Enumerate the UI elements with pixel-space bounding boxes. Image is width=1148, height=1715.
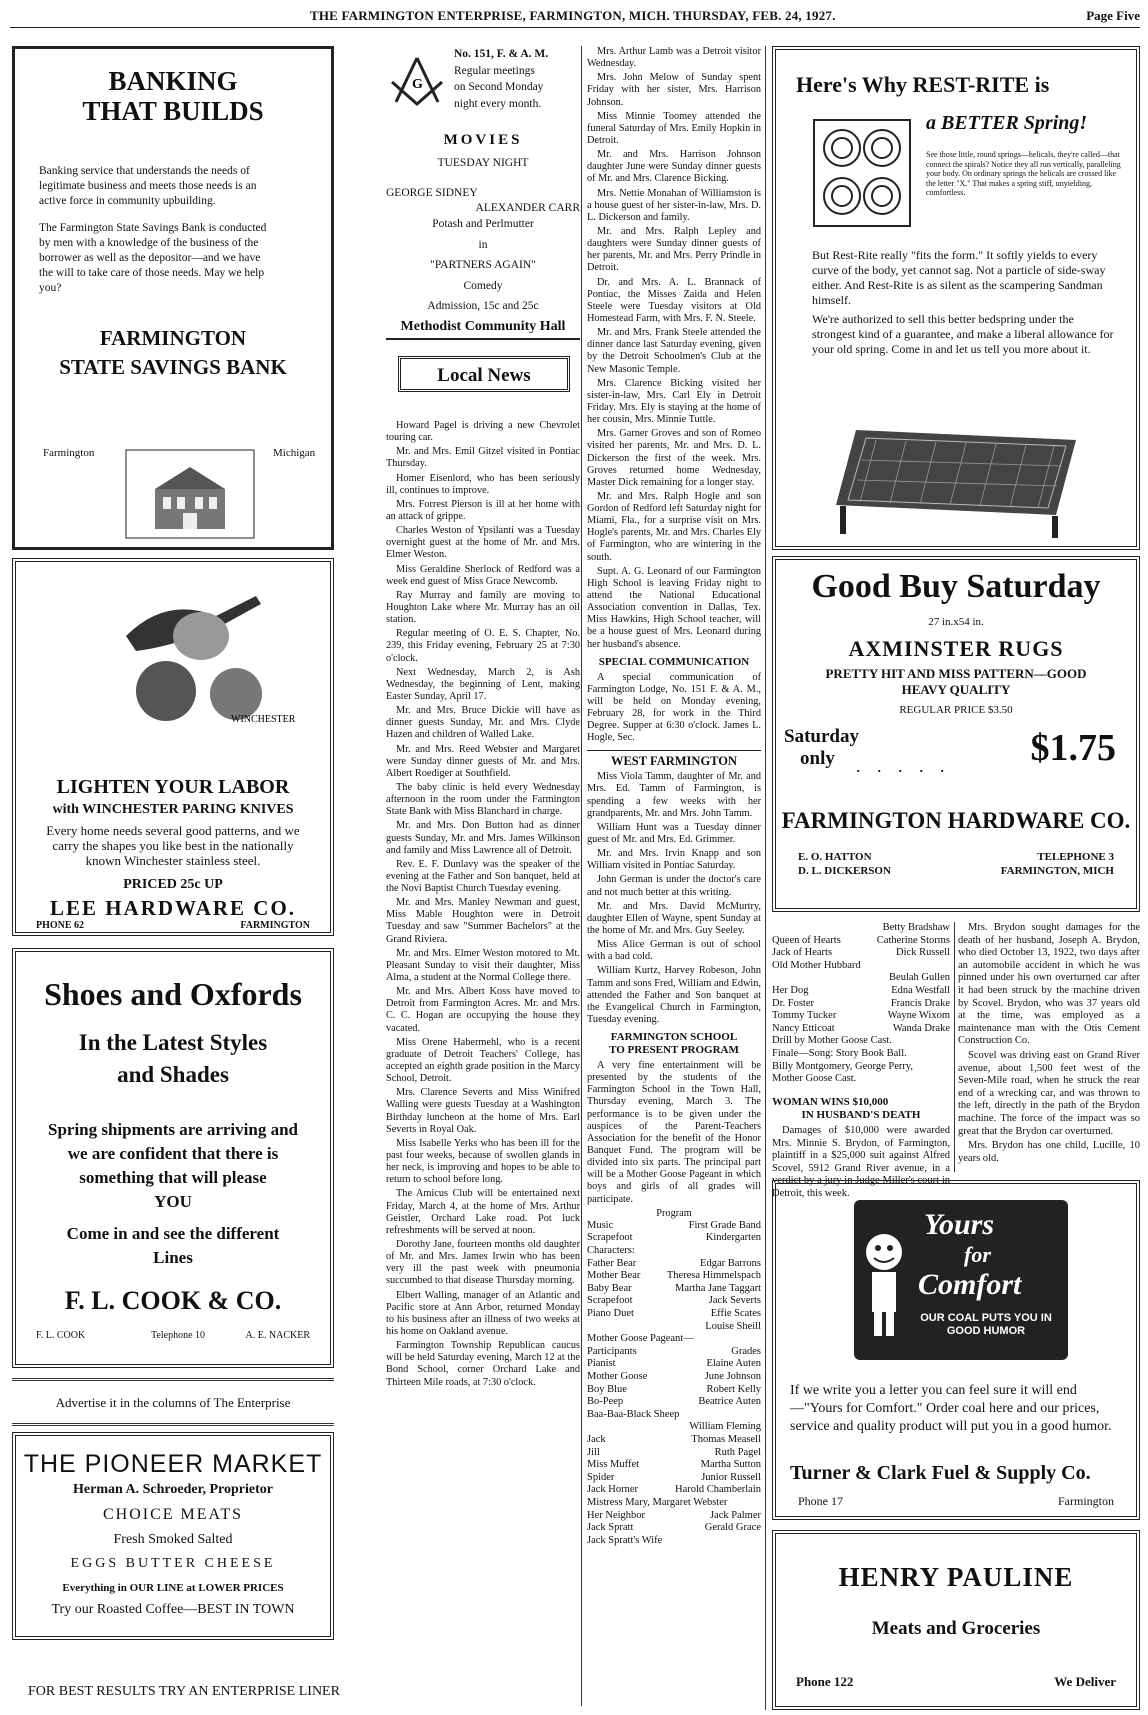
pioneer-title: THE PIONEER MARKET <box>23 1450 323 1478</box>
program-row <box>587 1535 761 1548</box>
program-row <box>772 1048 950 1061</box>
program-row <box>772 1023 950 1036</box>
program-row <box>587 1245 761 1258</box>
program-performer: Ruth Pagel <box>714 1446 761 1458</box>
lee-hardware-ad <box>12 558 334 936</box>
news-item: Mrs. Clarence Bicking visited her sister-in-law, Mrs. Carl Ely in Detroit Friday. Mrs. Ely is staying at the home of her cousin, Mrs. Minnie Tuttle. <box>587 377 761 426</box>
movies-in: in <box>478 239 488 252</box>
news-item: Mr. and Mrs. Reed Webster and Margaret were Sunday dinner guests of Mr. and Mrs. Albert Roediger at Southfield. <box>386 743 580 779</box>
school-heading-2: TO PRESENT PROGRAM <box>609 1044 739 1057</box>
program-performer: Catherine Storms <box>876 934 950 946</box>
news-item: Dr. and Mrs. A. L. Brannack of Pontiac, the Misses Zaida and Helen Steele were Tuesday visitors at Old Homestead Farm, with Mrs. F. N. Steele. <box>587 276 761 324</box>
program-row <box>587 1308 761 1321</box>
news-item: Mrs. Forrest Pierson is ill at her home with an attack of grippe. <box>386 498 580 522</box>
turner-body: If we write you a letter you can feel sure it will end —"Yours for Comfort." Order coal here and our prices, service and quality product will put you in a good humor. <box>790 1383 1112 1435</box>
news-item: Mr. and Mrs. Bruce Dickie will have as dinner guests Sunday, Mr. and Mrs. Clyde Hazen and children of Walled Lake. <box>386 705 580 741</box>
movies-hall: Methodist Community Hall <box>400 319 566 335</box>
lodge-number: No. 151, F. & A. M. <box>454 48 549 60</box>
news-item: Ray Murray and family are moving to Houghton Lake where Mr. Murray has an oil station. <box>386 589 580 626</box>
program-performer: Beulah Gullen <box>889 972 950 984</box>
program-role: Drill by Mother Goose Cast. <box>772 1035 892 1047</box>
cook-left: F. L. COOK <box>36 1330 86 1341</box>
program-role: Baa-Baa-Black Sheep <box>587 1408 680 1420</box>
sale-day-1: Saturday <box>784 726 859 747</box>
cook-line-5: something that will please <box>79 1168 267 1187</box>
program-role: Mistress Mary, Margaret Webster <box>587 1496 728 1508</box>
news-item: Mr. and Mrs. Irvin Knapp and son William visited in Pontiac Saturday. <box>587 848 761 872</box>
lee-town: FARMINGTON <box>240 920 310 931</box>
program-row <box>587 1421 761 1434</box>
cook-line-2: and Shades <box>117 1062 229 1087</box>
news-item: Miss Geraldine Sherlock of Redford was a week end guest of Miss Grace Newcomb. <box>386 563 580 587</box>
column-rule <box>954 922 955 1172</box>
news-item: Mr. and Mrs. Manley Newman and guest, Miss Mable Houghton were in Detroit Tuesday and saw "Summer Bachelors" at the Grand Riviera. <box>386 897 580 945</box>
program-list <box>587 1220 761 1547</box>
bedspring-illustration <box>826 420 1096 540</box>
bank-para-1: Banking service that understands the needs of legitimate business and meets those needs is an active force in community upbuilding. <box>39 165 257 208</box>
program-performer: Francis Drake <box>890 997 950 1009</box>
program-role: Her Dog <box>772 984 809 996</box>
program-row <box>772 960 950 973</box>
cook-name: F. L. COOK & CO. <box>64 1286 282 1315</box>
program-performer: Junior Russell <box>701 1471 761 1483</box>
news-item: William Hunt was a Tuesday dinner guest of Mr. and Mrs. Ed. Grimmer. <box>587 821 761 846</box>
badge-word-1: Yours <box>924 1208 995 1241</box>
program-continued-list <box>772 922 950 1086</box>
program-performer: Grades <box>731 1345 761 1357</box>
movies-admission: Admission, 15c and 25c <box>427 299 539 312</box>
program-row <box>587 1497 761 1510</box>
news-item: Charles Weston of Ypsilanti was a Tuesday overnight guest at the home of Mr. and Mrs. Elmer Weston. <box>386 525 580 561</box>
program-performer: Robert Kelly <box>706 1383 761 1395</box>
lodge-line-1: Regular meetings <box>454 64 535 77</box>
program-role: Miss Muffet <box>587 1459 640 1471</box>
badge-slogan: OUR COAL PUTS YOU IN GOOD HUMOR <box>920 1312 1052 1337</box>
program-role: Scrapefoot <box>587 1295 633 1307</box>
program-role: Old Mother Hubbard <box>772 959 861 971</box>
program-role: Participants <box>587 1345 637 1357</box>
leader-dots: . . . . . <box>856 756 951 776</box>
program-row <box>587 1232 761 1245</box>
pioneer-line-2: Fresh Smoked Salted <box>113 1532 233 1547</box>
news-item: Next Wednesday, March 2, is Ash Wednesday, the beginning of Lent, making Easter Sunday, April 17. <box>386 666 580 702</box>
cook-phone: Telephone 10 <box>151 1330 206 1341</box>
program-row <box>587 1283 761 1296</box>
comfort-badge <box>854 1200 1068 1360</box>
program-row <box>587 1472 761 1485</box>
woman-heading-2: IN HUSBAND'S DEATH <box>801 1108 921 1121</box>
svg-text:G: G <box>412 77 423 92</box>
program-row <box>772 935 950 948</box>
program-performer: Theresa Himmelspach <box>666 1270 761 1282</box>
spring-coil-illustration <box>812 118 912 228</box>
news-item: Mrs. Brydon has one child, Lucille, 10 years old. <box>958 1140 1140 1164</box>
lee-price: PRICED 25c UP <box>123 877 223 892</box>
program-row <box>587 1396 761 1409</box>
program-row <box>587 1358 761 1371</box>
bank-name-2: STATE SAVINGS BANK <box>59 355 287 380</box>
program-performer: Gerald Grace <box>704 1522 761 1534</box>
program-row <box>587 1384 761 1397</box>
program-performer: Kindergarten <box>705 1232 761 1244</box>
rest-rite-subhead: a BETTER Spring! <box>926 112 1088 134</box>
program-row <box>587 1510 761 1523</box>
footer-liner: FOR BEST RESULTS TRY AN ENTERPRISE LINER <box>28 1684 340 1699</box>
west-farmington-heading: WEST FARMINGTON <box>587 750 761 769</box>
news-item: Mr. and Mrs. David McMurtry, daughter Ellen of Wayne, spent Sunday at the home of Mr. and Mrs. Guy Seeley. <box>587 900 761 936</box>
movies-film-2: "PARTNERS AGAIN" <box>430 258 536 271</box>
news-item: Scovel was driving east on Grand River avenue, about 1,500 feet west of the Seven-Mile road, when he struck the rear end of a wrecking car, and was thrown to the left, directly in the path of the Brydon machine. The force of the impact was so great that the Brydon car overturned. <box>958 1049 1140 1137</box>
program-performer: William Fleming <box>689 1421 761 1433</box>
rest-rite-headline: Here's Why REST-RITE is <box>796 72 1050 97</box>
paring-knife-illustration <box>106 576 296 726</box>
store-name: FARMINGTON HARDWARE CO. <box>781 808 1131 833</box>
news-item: Rev. E. F. Dunlavy was the speaker of the evening at the Father and Son banquet, held at the Novi Baptist Church Tuesday evening. <box>386 858 580 895</box>
program-role: Jack Horner <box>587 1484 639 1496</box>
page-number: Page Five <box>1086 8 1140 23</box>
news-item: John German is under the doctor's care and not much better at this writing. <box>587 874 761 898</box>
winchester-mark: WINCHESTER <box>231 714 296 725</box>
news-item: William Kurtz, Harvey Robeson, John Tamm and sons Fred, William and Edwin, attended the Father and Son banquet at the Evangelical Church in Farmington, Tuesday evening. <box>587 965 761 1025</box>
cook-line-4: we are confident that there is <box>67 1144 279 1163</box>
news-item: Mr. and Mrs. Emil Gitzel visited in Pontiac Thursday. <box>386 446 580 470</box>
program-role: Boy Blue <box>587 1383 627 1395</box>
pioneer-market-ad <box>12 1432 334 1640</box>
program-role: Baby Bear <box>587 1282 632 1294</box>
rest-rite-body-2: We're authorized to sell this better bedspring under the strongest kind of a guarantee, and make a liberal allowance for your old spring. Come in and let us tell you more about it. <box>812 312 1114 356</box>
movies-day: TUESDAY NIGHT <box>437 157 529 170</box>
program-continued <box>772 922 950 1200</box>
pioneer-line-1: CHOICE MEATS <box>102 1506 243 1523</box>
news-item: Elbert Walling, manager of an Atlantic and Pacific store at Ann Arbor, returned Monday to his business after an illness of two weeks at his home on Oakland avenue. <box>386 1289 580 1337</box>
program-role: Her Neighbor <box>587 1509 646 1521</box>
movies-genre: Comedy <box>463 280 503 293</box>
turner-clark-ad <box>772 1180 1140 1520</box>
pauline-subtitle: Meats and Groceries <box>871 1618 1041 1639</box>
program-performer: Wanda Drake <box>892 1022 950 1034</box>
program-row <box>587 1321 761 1334</box>
program-row <box>772 1010 950 1023</box>
program-row <box>772 998 950 1011</box>
school-heading-1: FARMINGTON SCHOOL <box>610 1031 738 1044</box>
masonic-emblem-icon <box>386 54 448 108</box>
program-row <box>587 1295 761 1308</box>
program-performer: Wayne Wixom <box>887 1010 950 1022</box>
pioneer-line-5: Try our Roasted Coffee—BEST IN TOWN <box>51 1602 295 1617</box>
turner-name: Turner & Clark Fuel & Supply Co. <box>790 1462 1091 1484</box>
news-item: Homer Eisenlord, who has been seriously ill, continues to improve. <box>386 472 580 496</box>
movies-actor-2: ALEXANDER CARR <box>475 202 580 215</box>
special-heading: SPECIAL COMMUNICATION <box>598 655 750 668</box>
news-item: Mrs. Arthur Lamb was a Detroit visitor Wednesday. <box>587 46 761 70</box>
column-rule <box>765 46 766 1710</box>
program-performer: Elaine Auten <box>706 1358 761 1370</box>
lee-phone: PHONE 62 <box>36 920 85 931</box>
bank-city: Farmington <box>43 447 95 459</box>
program-role: Tommy Tucker <box>772 1010 837 1022</box>
bank-building-illustration <box>125 449 255 539</box>
program-row <box>772 985 950 998</box>
lee-subtitle: with WINCHESTER PARING KNIVES <box>52 802 294 817</box>
brydon-story <box>958 922 1140 1172</box>
program-performer: Martha Jane Taggart <box>675 1282 761 1294</box>
sale-day-2: only <box>800 748 835 769</box>
program-performer: Betty Bradshaw <box>882 922 950 933</box>
program-role: Mother Bear <box>587 1270 641 1282</box>
news-item: Mrs. John Melow of Sunday spent Friday with her sister, Mrs. Harrison Johnson. <box>587 72 761 108</box>
program-role: Jack <box>587 1433 606 1445</box>
program-row <box>772 922 950 935</box>
manager-1: E. O. HATTON <box>798 851 872 863</box>
mascot-icon <box>860 1230 908 1340</box>
news-item: Miss Minnie Toomey attended the funeral Saturday of Mrs. Emily Hopkin in Detroit. <box>587 110 761 146</box>
pauline-name: HENRY PAULINE <box>838 1562 1074 1592</box>
news-item: Dorothy Jane, fourteen months old daughter of Mr. and Mrs. James Irwin who has been very ill the past week with pneumonia succumbed to that disease Thursday morning. <box>386 1239 580 1287</box>
program-performer: Dick Russell <box>896 947 950 959</box>
movies-actor-1: GEORGE SIDNEY <box>386 186 478 199</box>
movies-heading: MOVIES <box>443 132 523 148</box>
manager-2: D. L. DICKERSON <box>798 865 891 878</box>
masthead-title: THE FARMINGTON ENTERPRISE, FARMINGTON, MICH. THURSDAY, FEB. 24, 1927. <box>310 8 836 23</box>
cook-line-6: YOU <box>154 1192 192 1211</box>
program-row <box>587 1333 761 1346</box>
news-item: Mrs. Garner Groves and son of Romeo visited her parents, Mr. and Mrs. D. L. Dickerson the first of the week. Mrs. Groves returned home Wednesday, Master Dick remaining for a longer stay. <box>587 428 761 488</box>
news-item: Miss Isabelle Yerks who has been ill for the past four weeks, because of swollen glands in her neck, is improving and hopes to be able to return to school before long. <box>386 1137 580 1186</box>
news-item: Mr. and Mrs. Elmer Weston motored to Mt. Pleasant Sunday to visit their daughter, Miss Alma, a student at the Normal College there. <box>386 947 580 984</box>
news-item: Mrs. Nettie Monahan of Williamston is a house guest of her sister-in-law, Mrs. D. L. Dickerson and family. <box>587 187 761 223</box>
bank-ad <box>12 46 334 550</box>
badge-word-3: Comfort <box>918 1268 1022 1301</box>
pauline-deliver: We Deliver <box>1054 1674 1116 1689</box>
program-row <box>587 1447 761 1460</box>
cook-title: Shoes and Oxfords <box>44 976 302 1012</box>
cook-right: A. E. NACKER <box>245 1330 310 1341</box>
program-role: Piano Duet <box>587 1308 634 1320</box>
good-buy-title: Good Buy Saturday <box>811 568 1101 605</box>
lee-name: LEE HARDWARE CO. <box>49 896 297 920</box>
turner-phone: Phone 17 <box>798 1494 843 1508</box>
news-item: Mr. and Mrs. Albert Koss have moved to Detroit from Farmington Acres. Mr. and Mrs. C. C. Hogan are occupying the house they vacated. <box>386 986 580 1034</box>
program-performer: Harold Chamberlain <box>674 1484 761 1496</box>
good-buy-ad <box>772 556 1140 912</box>
program-role: Mother Goose <box>587 1371 648 1383</box>
cook-line-1: In the Latest Styles <box>78 1030 268 1055</box>
news-item: Mrs. Brydon sought damages for the death of her husband, Joseph A. Brydon, who died October 13, 1922, two days after an automobile accident in which he was pinned under his own overturned car after it had been struck by the machine driven by Scovel. Brydon, who was 37 years old at the time, was employed as a maintenance man with the Otis Cement Construction Co. <box>958 922 1140 1047</box>
program-role: Music <box>587 1219 614 1231</box>
program-performer: June Johnson <box>704 1371 761 1383</box>
local-news-title: Local News <box>437 365 531 386</box>
program-role: Jill <box>587 1446 600 1458</box>
news-item: The Amicus Club will be entertained next Friday, March 4, at the home of Mrs. Arthur Geistler, Orchard Lake road. Pot luck refreshments will be served at noon. <box>386 1188 580 1236</box>
program-performer: Beatrice Auten <box>698 1396 761 1408</box>
movies-notice <box>386 130 580 340</box>
cook-line-8: Lines <box>153 1248 193 1267</box>
store-town: FARMINGTON, MICH <box>1000 865 1114 878</box>
rug-quality: HEAVY QUALITY <box>901 682 1011 697</box>
news-item: Regular meeting of O. E. S. Chapter, No. 239, this Friday evening, February 25 at 7:30 o'clock. <box>386 628 580 664</box>
advertise-text: Advertise it in the columns of The Enterprise <box>55 1395 291 1410</box>
news-item: Farmington Township Republican caucus will be held Saturday evening, March 12 at the Bond School, corner Orchard Lake and Thirteen Mile roads, at 7:30 o'clock. <box>386 1340 580 1388</box>
special-body: A special communication of Farmington Lodge, No. 151 F. & A. M., will be held on Monday evening, February 28, for work in the Third Degree. Supper at 6:30 o'clock. James L. Hogle, Sec. <box>587 671 761 744</box>
local-news-column <box>386 420 580 1710</box>
cook-ad <box>12 948 334 1368</box>
news-item: Mrs. Clarence Severts and Miss Winifred Walling were guests Tuesday at a Washington Birthday luncheon at the home of Mrs. Earl Severts in Royal Oak. <box>386 1087 580 1135</box>
advertise-notice <box>12 1378 334 1426</box>
program-row <box>587 1522 761 1535</box>
program-role: Spider <box>587 1471 615 1483</box>
program-performer: Edna Westfall <box>891 984 950 996</box>
program-row <box>587 1346 761 1359</box>
news-item: Supt. A. G. Leonard of our Farmington High School is leaving Friday night to attend the National Educational Association convention in Dallas, Tex. Miss Hawkins, High School teacher, will be a house guest of Mrs. Leonard during her husband's absence. <box>587 565 761 650</box>
news-item: Mr. and Mrs. Harrison Johnson daughter June were Sunday dinner guests of Mr. and Mrs. Clarence Bicking. <box>587 149 761 185</box>
sale-price: $1.75 <box>1030 727 1116 769</box>
turner-town: Farmington <box>1058 1494 1114 1508</box>
program-row <box>772 972 950 985</box>
program-row <box>772 1073 950 1086</box>
program-row <box>587 1434 761 1447</box>
program-role: Pianist <box>587 1358 616 1370</box>
program-role: Nancy Etticoat <box>772 1022 835 1034</box>
column-rule <box>581 46 582 1706</box>
news-item: Miss Viola Tamm, daughter of Mr. and Mrs. Ed. Tamm of Farmington, is spending a few weeks with her grandparents, Mr. and Mrs. John Tamm. <box>587 771 761 819</box>
program-performer: Louise Sheill <box>705 1320 761 1332</box>
local-news-header <box>398 356 570 392</box>
program-role: Mother Goose Pageant— <box>587 1333 694 1345</box>
movies-film-1: Potash and Perlmutter <box>432 217 534 230</box>
program-role: Dr. Foster <box>772 997 814 1009</box>
program-row <box>587 1270 761 1283</box>
lodge-line-2: on Second Monday <box>454 81 544 94</box>
badge-word-2: for <box>964 1242 991 1267</box>
rug-pattern: PRETTY HIT AND MISS PATTERN—GOOD <box>825 666 1087 681</box>
bank-state: Michigan <box>273 447 316 459</box>
news-item: Mr. and Mrs. Ralph Lepley and daughters were Sunday dinner guests of her parents, Mr. and Mrs. Perry Prindle in Detroit. <box>587 225 761 274</box>
program-performer: Effie Scates <box>710 1308 761 1320</box>
program-role: Finale—Song: Story Book Ball. <box>772 1047 907 1059</box>
woman-body: Damages of $10,000 were awarded Mrs. Minnie S. Brydon, of Farmington, plaintiff in a $25,000 suit against Alfred Scovel, 5912 Grand River avenue, in a verdict by a jury in Judge Miller's court in Detroit, this week. <box>772 1125 950 1200</box>
program-role: Jack Spratt <box>587 1522 634 1534</box>
program-role: Queen of Hearts <box>772 934 841 946</box>
program-performer: Martha Sutton <box>700 1459 761 1471</box>
program-row <box>587 1258 761 1271</box>
program-row <box>587 1409 761 1422</box>
program-row <box>772 947 950 960</box>
news-item: The baby clinic is held every Wednesday afternoon in the room under the Farmington State Bank with Miss Blanchard in charge. <box>386 781 580 818</box>
rest-rite-body-1: But Rest-Rite really "fits the form." It softly yields to every curve of the body, yet cannot sag. Not a particle of side-sway either. And Rest-Rite is as silent as the scampering Sandman himself. <box>812 248 1106 307</box>
news-item: Miss Alice German is out of school with a bad cold. <box>587 939 761 963</box>
bank-name-1: FARMINGTON <box>99 325 247 350</box>
woman-heading-1: WOMAN WINS $10,000 <box>772 1095 889 1108</box>
rug-name: AXMINSTER RUGS <box>848 636 1064 661</box>
henry-pauline-ad <box>772 1530 1140 1710</box>
program-role: Jack of Hearts <box>772 947 833 959</box>
program-row <box>587 1484 761 1497</box>
program-row <box>587 1371 761 1384</box>
program-role: Billy Montgomery, George Perry, <box>772 1060 914 1072</box>
program-row <box>587 1459 761 1472</box>
school-body: A very fine entertainment will be presented by the students of the Farmington School in the Town Hall, Thursday evening, March 3. The performance is to be given under the auspices of the Parent-Teachers Association for the benefit of the Honor Banquet Fund. The program will be divided into six parts. The principal part will be a Mother Goose Pageant in which boys and girls of all grades will participate. <box>587 1060 761 1205</box>
pauline-phone: Phone 122 <box>796 1674 854 1689</box>
lodge-notice <box>386 46 580 116</box>
pioneer-line-3: EGGS BUTTER CHEESE <box>70 1556 276 1571</box>
program-performer: Jack Palmer <box>709 1509 761 1521</box>
news-item: Miss Orene Habermehl, who is a recent graduate of Detroit Teachers' College, has accepted an eighth grade position in the Marcy School, Detroit. <box>386 1036 580 1085</box>
program-performer: Edgar Barrons <box>700 1257 761 1269</box>
rug-size: 27 in.x54 in. <box>928 616 984 628</box>
store-phone: TELEPHONE 3 <box>1037 851 1114 863</box>
bank-title-2: THAT BUILDS <box>82 95 264 126</box>
program-performer: Jack Severts <box>708 1295 761 1307</box>
rest-rite-ad <box>772 46 1140 550</box>
program-role: Bo-Peep <box>587 1396 624 1408</box>
news-item: Howard Pagel is driving a new Chevrolet touring car. <box>386 420 580 444</box>
program-row <box>587 1220 761 1233</box>
program-role: Scrapefoot <box>587 1232 633 1244</box>
program-role: Mother Goose Cast. <box>772 1073 857 1085</box>
lee-body: Every home needs several good patterns, and we carry the shapes you like best in the nationally known Winchester stainless steel. <box>46 823 300 868</box>
lodge-line-3: night every month. <box>454 98 542 111</box>
program-heading: Program <box>656 1207 692 1219</box>
lee-title: LIGHTEN YOUR LABOR <box>56 776 290 798</box>
news-item: Mr. and Mrs. Don Button had as dinner guests Sunday, Mr. and Mrs. James Wilkinson and family and Miss Lawrence all of Detroit. <box>386 820 580 856</box>
program-role: Jack Spratt's Wife <box>587 1534 663 1546</box>
bank-title-1: BANKING <box>108 66 238 96</box>
program-performer: Thomas Measell <box>691 1433 761 1445</box>
news-item: Mr. and Mrs. Frank Steele attended the dinner dance last Saturday evening, given by the Detroit Schoolmen's Club at the New Masonic Temple. <box>587 327 761 375</box>
news-item: Mr. and Mrs. Ralph Hogle and son Gordon of Redford left Saturday night for Miami, Fla., for a surprise visit on Mrs. Hogle's parents, Mr. and Mrs. Charles Ely of Farmington, who are wintering in the south. <box>587 490 761 563</box>
pioneer-owner: Herman A. Schroeder, Proprietor <box>73 1482 273 1497</box>
program-row <box>772 1035 950 1048</box>
pioneer-line-4: Everything in OUR LINE at LOWER PRICES <box>62 1582 284 1594</box>
news-column-3 <box>587 46 761 1710</box>
cook-line-7: Come in and see the different <box>66 1224 280 1243</box>
program-row <box>772 1061 950 1074</box>
program-role: Characters: <box>587 1245 635 1257</box>
cook-line-3: Spring shipments are arriving and <box>47 1120 298 1139</box>
rug-regular-price: REGULAR PRICE $3.50 <box>899 704 1013 716</box>
program-performer: First Grade Band <box>688 1219 761 1231</box>
masthead <box>10 6 1140 28</box>
program-role: Father Bear <box>587 1257 637 1269</box>
rest-rite-small-print: See those little, round springs—helicals, they're called—that connect the spirals? Notice they all run vertically, paralleling your body. On ordinary springs the helicals are crossed like the letter "X." That makes a spring stiff, unyielding, comfortless. <box>926 150 1121 198</box>
bank-para-2: The Farmington State Savings Bank is conducted by men with a knowledge of the business of the borrower as well as the depositor—and we have the will to take care of those needs. May we help you? <box>39 222 267 294</box>
